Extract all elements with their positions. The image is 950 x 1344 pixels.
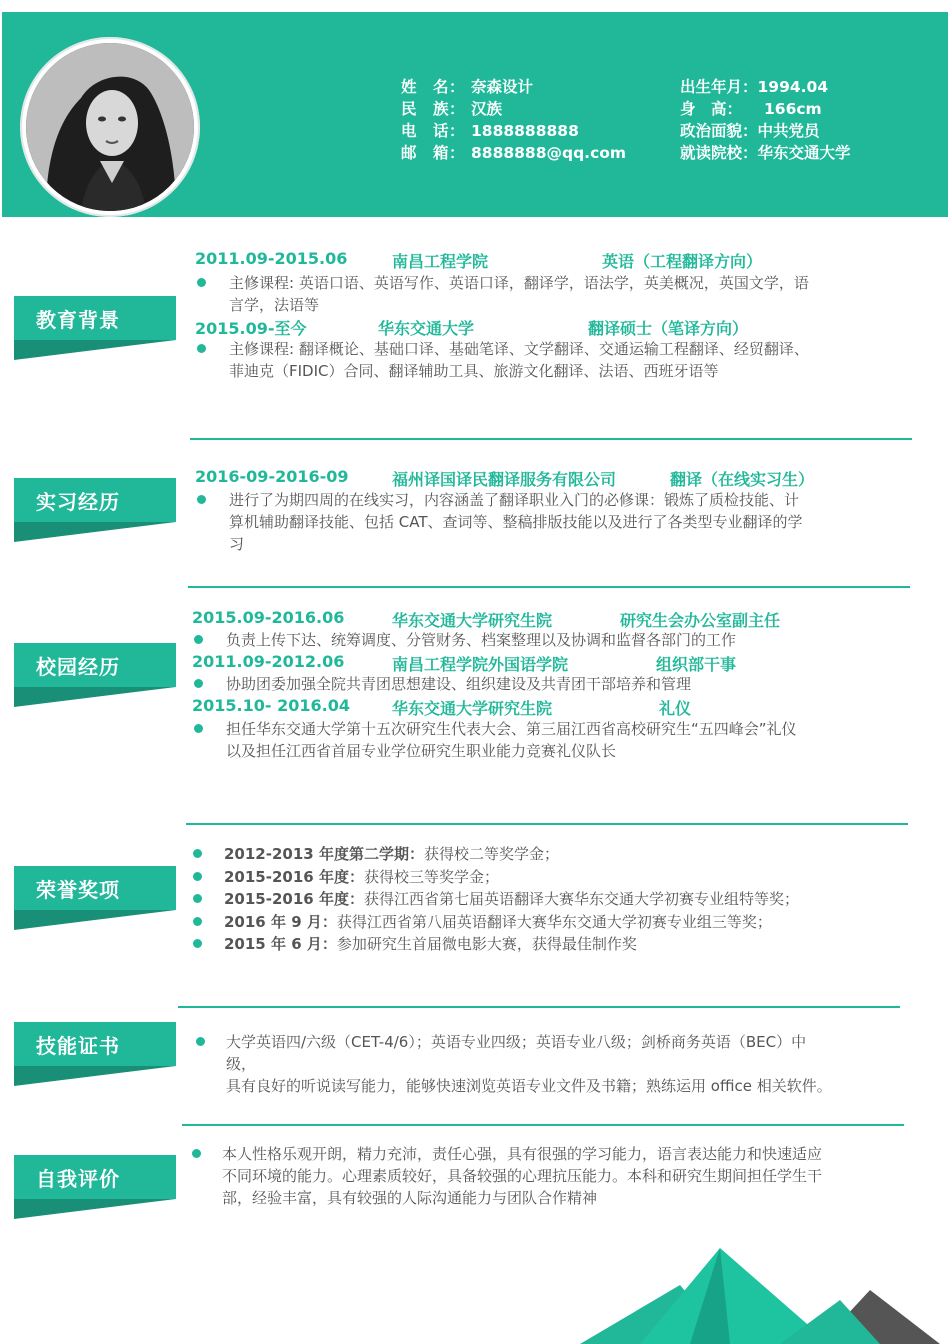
campus-3-role: 礼仪 — [659, 699, 692, 718]
honor-text: 获得江西省第七届英语翻译大赛华东交通大学初赛专业组特等奖； — [363, 890, 799, 908]
avatar-frame — [20, 37, 200, 217]
edu-1-role: 英语（工程翻译方向） — [602, 252, 763, 271]
divider-rule — [188, 586, 910, 588]
politics-label: 政治面貌： — [680, 122, 758, 140]
honor-term: 2015 年 6 月： — [224, 935, 337, 953]
email-label: 邮 箱： — [401, 144, 466, 162]
intern-org: 福州译国译民翻译服务有限公司 — [392, 470, 617, 489]
bullet-icon — [193, 849, 202, 858]
honor-text: 获得校三等奖学金； — [363, 868, 499, 886]
header-banner — [2, 12, 948, 217]
honor-text: 参加研究生首届微电影大赛，获得最佳制作奖 — [336, 935, 637, 953]
honor-item — [224, 911, 772, 933]
school-value: 华东交通大学 — [757, 144, 851, 162]
edu-1-date: 2011.09-2015.06 — [195, 249, 348, 268]
avatar-photo-icon — [26, 43, 194, 211]
bullet-icon — [193, 894, 202, 903]
section-title-education: 教育背景 — [36, 308, 120, 332]
section-tag-honors — [14, 866, 176, 930]
self-line1: 本人性格乐观开朗，精力充沛，责任心强，具有很强的学习能力，语言表达能力和快速适应 — [222, 1145, 823, 1163]
bullet-icon — [197, 495, 206, 504]
bullet-icon — [197, 344, 206, 353]
bullet-icon — [196, 1037, 205, 1046]
intern-line1: 进行了为期四周的在线实习，内容涵盖了翻译职业入门的必修课：锻炼了质检技能、计 — [229, 491, 800, 509]
height-label: 身 高： — [680, 100, 743, 118]
campus-2-date: 2011.09-2012.06 — [192, 652, 345, 671]
bullet-icon — [193, 939, 202, 948]
height-value: 166cm — [764, 100, 822, 118]
honor-term: 2015-2016 年度： — [224, 868, 364, 886]
skills-line2: 级， — [226, 1055, 257, 1073]
campus-3-date: 2015.10- 2016.04 — [192, 696, 350, 715]
honor-item — [224, 843, 559, 865]
divider-rule — [190, 438, 912, 440]
bullet-icon — [192, 1149, 201, 1158]
section-tag-campus — [14, 643, 176, 707]
campus-1-date: 2015.09-2016.06 — [192, 608, 345, 627]
section-tag-self — [14, 1155, 176, 1219]
honor-text: 获得江西省第八届英语翻译大赛华东交通大学初赛专业组三等奖； — [336, 913, 772, 931]
campus-3-line2: 以及担任江西省首届专业学位研究生职业能力竞赛礼仪队长 — [226, 742, 617, 760]
ethnic-value: 汉族 — [471, 100, 503, 118]
intern-line2: 算机辅助翻译技能、包括 CAT、查词等、整稿排版技能以及进行了各类型专业翻译的学 — [229, 513, 803, 531]
intern-date: 2016-09-2016-09 — [195, 467, 349, 486]
bullet-icon — [193, 872, 202, 881]
edu-2-line1: 主修课程: 翻译概论、基础口译、基础笔译、文学翻译、交通运输工程翻译、经贸翻译、 — [229, 340, 809, 358]
school-row — [680, 142, 851, 164]
honor-item — [224, 866, 499, 888]
honor-text: 获得校二等奖学金； — [423, 845, 559, 863]
name-value: 奈森设计 — [471, 78, 534, 96]
honor-item — [224, 933, 637, 955]
birth-row — [680, 76, 851, 98]
honor-term: 2015-2016 年度： — [224, 890, 364, 908]
avatar — [26, 43, 194, 211]
intern-line3: 习 — [229, 535, 245, 553]
height-row — [680, 98, 851, 120]
basic-info-left — [401, 76, 626, 164]
campus-2-line1: 协助团委加强全院共青团思想建设、组织建设及共青团干部培养和管理 — [226, 675, 692, 693]
name-label: 姓 名： — [401, 78, 466, 96]
bullet-icon — [194, 635, 203, 644]
bullet-icon — [197, 278, 206, 287]
edu-2-org: 华东交通大学 — [378, 319, 475, 338]
bullet-icon — [193, 917, 202, 926]
bullet-icon — [194, 724, 203, 733]
divider-rule — [186, 823, 908, 825]
politics-row — [680, 120, 851, 142]
skills-line3: 具有良好的听说读写能力，能够快速浏览英语专业文件及书籍；熟练运用 office 相关软件。 — [226, 1077, 832, 1095]
campus-2-org: 南昌工程学院外国语学院 — [392, 655, 569, 674]
bullet-icon — [194, 679, 203, 688]
ethnic-row — [401, 98, 626, 120]
self-line2: 不同环境的能力。心理素质较好，具备较强的心理抗压能力。本科和研究生期间担任学生干 — [222, 1167, 823, 1185]
edu-2-line2: 菲迪克（FIDIC）合同、翻译辅助工具、旅游文化翻译、法语、西班牙语等 — [229, 362, 719, 380]
campus-1-role: 研究生会办公室副主任 — [620, 611, 781, 630]
section-tag-skills — [14, 1022, 176, 1086]
section-title-campus: 校园经历 — [36, 655, 120, 679]
intern-role: 翻译（在线实习生） — [670, 470, 815, 489]
edu-2-date: 2015.09-至今 — [195, 319, 307, 338]
name-row — [401, 76, 626, 98]
campus-1-line1: 负责上传下达、统筹调度、分管财务、档案整理以及协调和监督各部门的工作 — [226, 631, 737, 649]
edu-2-role: 翻译硕士（笔译方向） — [588, 319, 749, 338]
skills-line1: 大学英语四/六级（CET-4/6）；英语专业四级；英语专业八级；剑桥商务英语（BEC）中 — [226, 1033, 807, 1051]
campus-3-line1: 担任华东交通大学第十五次研究生代表大会、第三届江西省高校研究生“五四峰会”礼仪 — [226, 720, 797, 738]
campus-3-org: 华东交通大学研究生院 — [392, 699, 553, 718]
mountain-decoration-icon — [540, 1230, 950, 1344]
section-title-self: 自我评价 — [36, 1167, 120, 1191]
school-label: 就读院校： — [680, 144, 758, 162]
phone-value: 1888888888 — [471, 122, 579, 140]
basic-info-right — [680, 76, 851, 164]
section-tag-internship — [14, 478, 176, 542]
email-value: 8888888@qq.com — [471, 144, 627, 162]
section-tag-education — [14, 296, 176, 360]
section-title-internship: 实习经历 — [36, 490, 120, 514]
honor-term: 2012-2013 年度第二学期： — [224, 845, 424, 863]
edu-1-line2: 言学，法语等 — [229, 296, 320, 314]
campus-2-role: 组织部干事 — [656, 655, 737, 674]
divider-rule — [182, 1124, 904, 1126]
divider-rule — [178, 1006, 900, 1008]
edu-1-line1: 主修课程: 英语口语、英语写作、英语口译，翻译学，语法学，英美概况，英国文学，语 — [229, 274, 809, 292]
ethnic-label: 民 族： — [401, 100, 466, 118]
phone-row — [401, 120, 626, 142]
phone-label: 电 话： — [401, 122, 466, 140]
email-row — [401, 142, 626, 164]
birth-value: 1994.04 — [757, 78, 829, 96]
politics-value: 中共党员 — [757, 122, 820, 140]
birth-label: 出生年月： — [680, 78, 758, 96]
honor-item — [224, 888, 799, 910]
section-title-honors: 荣誉奖项 — [36, 878, 120, 902]
edu-1-org: 南昌工程学院 — [392, 252, 489, 271]
self-line3: 部，经验丰富，具有较强的人际沟通能力与团队合作精神 — [222, 1189, 598, 1207]
campus-1-org: 华东交通大学研究生院 — [392, 611, 553, 630]
section-title-skills: 技能证书 — [36, 1034, 120, 1058]
honor-term: 2016 年 9 月： — [224, 913, 337, 931]
